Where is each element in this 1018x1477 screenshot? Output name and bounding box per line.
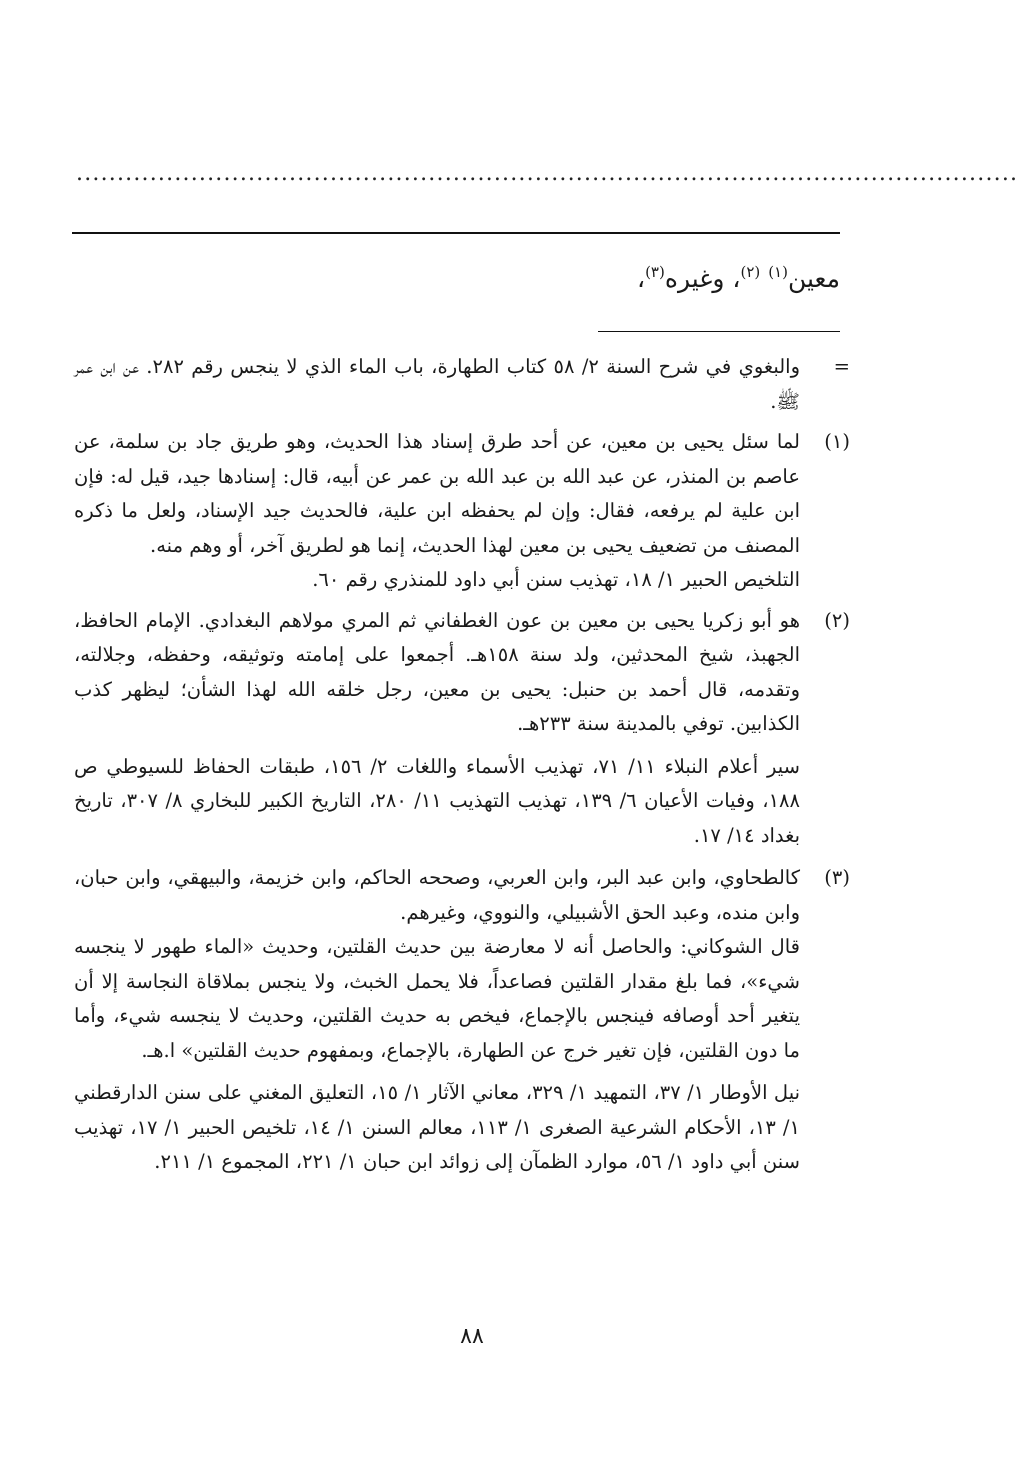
- footnote-body: [74, 604, 800, 854]
- footnote-marker: (١): [824, 430, 850, 453]
- main-divider: [72, 232, 840, 234]
- footnote-1: [74, 425, 850, 598]
- footnote-ref-2[interactable]: (٢): [740, 263, 761, 281]
- footnote-paragraph: كالطحاوي، وابن عبد البر، وابن العربي، وصححه الحاكم، وابن خزيمة، والبيهقي، وابن حبان، وابن منده، وعبد الحق الأشبيلي، والنووي، وغيرهم.: [74, 866, 800, 924]
- footnote-paragraph: هو أبو زكريا يحيى بن معين بن عون الغطفاني ثم المري مولاهم البغدادي. الإمام الحافظ، الجهبذ، شيخ المحدثين، ولد سنة ١٥٨هـ. أجمعوا على إمامته وتوثيقه، وحفظه، وجلالته، وتقدمه، قال أحمد بن حنبل: يحيى بن معين، رجل خلقه الله لهذا الشأن؛ ليظهر كذب الكذابين. توفي بالمدينة سنة ٢٣٣هـ.: [74, 608, 800, 735]
- footnote-3: [74, 861, 850, 1180]
- footnote-marker: (٣): [824, 866, 850, 889]
- main-end: ،: [636, 264, 646, 293]
- page-number: ٨٨: [460, 1324, 484, 1349]
- footnote-marker: =: [833, 355, 850, 378]
- footnote-ref-1[interactable]: (١): [768, 263, 788, 281]
- footnote-body: [74, 350, 800, 419]
- footnote-sources: نيل الأوطار ١/ ٣٧، التمهيد ١/ ٣٢٩، معاني الآثار ١/ ١٥، التعليق المغني على سنن الدارقطني ١/ ١٣، الأحكام الشرعية الصغرى ١/ ١١٣، معالم السنن ١/ ١٤، تلخيص الحبير ١/ ١٧، تهذيب سنن أبي داود ١/ ٥٦، موارد الظمآن إلى زوائد ابن حبان ١/ ٢٢١، المجموع ١/ ٢١١.: [74, 1081, 801, 1173]
- main-text-line: [140, 246, 840, 305]
- main-middle: ، وغيره: [664, 264, 741, 293]
- footnote-body: [74, 861, 800, 1180]
- dotted-separator: ...................................................................................................................: [76, 161, 1018, 186]
- footnotes-section: [74, 350, 850, 1180]
- footnote-paragraph: والبغوي في شرح السنة ٢/ ٥٨ كتاب الطهارة، باب الماء الذي لا ينجس رقم ٢٨٢. عن ابن عمر ﷺ.: [74, 355, 800, 413]
- footnote-ref-3[interactable]: (٣): [645, 263, 665, 281]
- footnote-sources: سير أعلام النبلاء ١١/ ٧١، تهذيب الأسماء واللغات ٢/ ١٥٦، طبقات الحفاظ للسيوطي ص ١٨٨، وفيات الأعيان ٦/ ١٣٩، تهذيب التهذيب ١١/ ٢٨٠، التاريخ الكبير للبخاري ٨/ ٣٠٧، تاريخ بغداد ١٤/ ١٧.: [74, 754, 800, 847]
- footnote-sources: التلخيص الحبير ١/ ١٨، تهذيب سنن أبي داود للمنذري رقم ٦٠.: [312, 568, 800, 591]
- main-word: معين: [787, 264, 840, 293]
- footnote-marker: (٢): [824, 608, 850, 632]
- footnote-2: [74, 604, 850, 854]
- footnote-divider: [598, 331, 840, 332]
- footnote-paragraph: لما سئل يحيى بن معين، عن أحد طرق إسناد هذا الحديث، وهو طريق جاد بن سلمة، عن عاصم بن المنذر، عن عبد الله بن عبد الله بن عمر عن أبيه، قال: إسنادها جيد، قيل له: فإن ابن علية لم يرفعه، فقال: وإن لم يحفظه ابن علية، فالحديث جيد الإسناد، ولعل ما ذكره المصنف من تضعيف يحيى بن معين لهذا الحديث، إنما هو لطريق آخر، أو وهم منه.: [74, 430, 800, 557]
- footnote-quote: قال الشوكاني: والحاصل أنه لا معارضة بين حديث القلتين، وحديث «الماء طهور لا ينجسه شيء»، فما بلغ مقدار القلتين فصاعداً، فلا يحمل الخبث، ولا ينجس بملاقاة النجاسة إلا أن يتغير أحد أوصافه فينجس بالإجماع، فيخص به حديث القلتين، وحديث لا ينجسه شيء، وأما ما دون القلتين، فإن تغير خرج عن الطهارة، بالإجماع، وبمفهوم حديث القلتين» ا.هـ.: [74, 935, 800, 1062]
- footnote-continuation: [74, 350, 850, 419]
- footnote-body: [74, 425, 800, 598]
